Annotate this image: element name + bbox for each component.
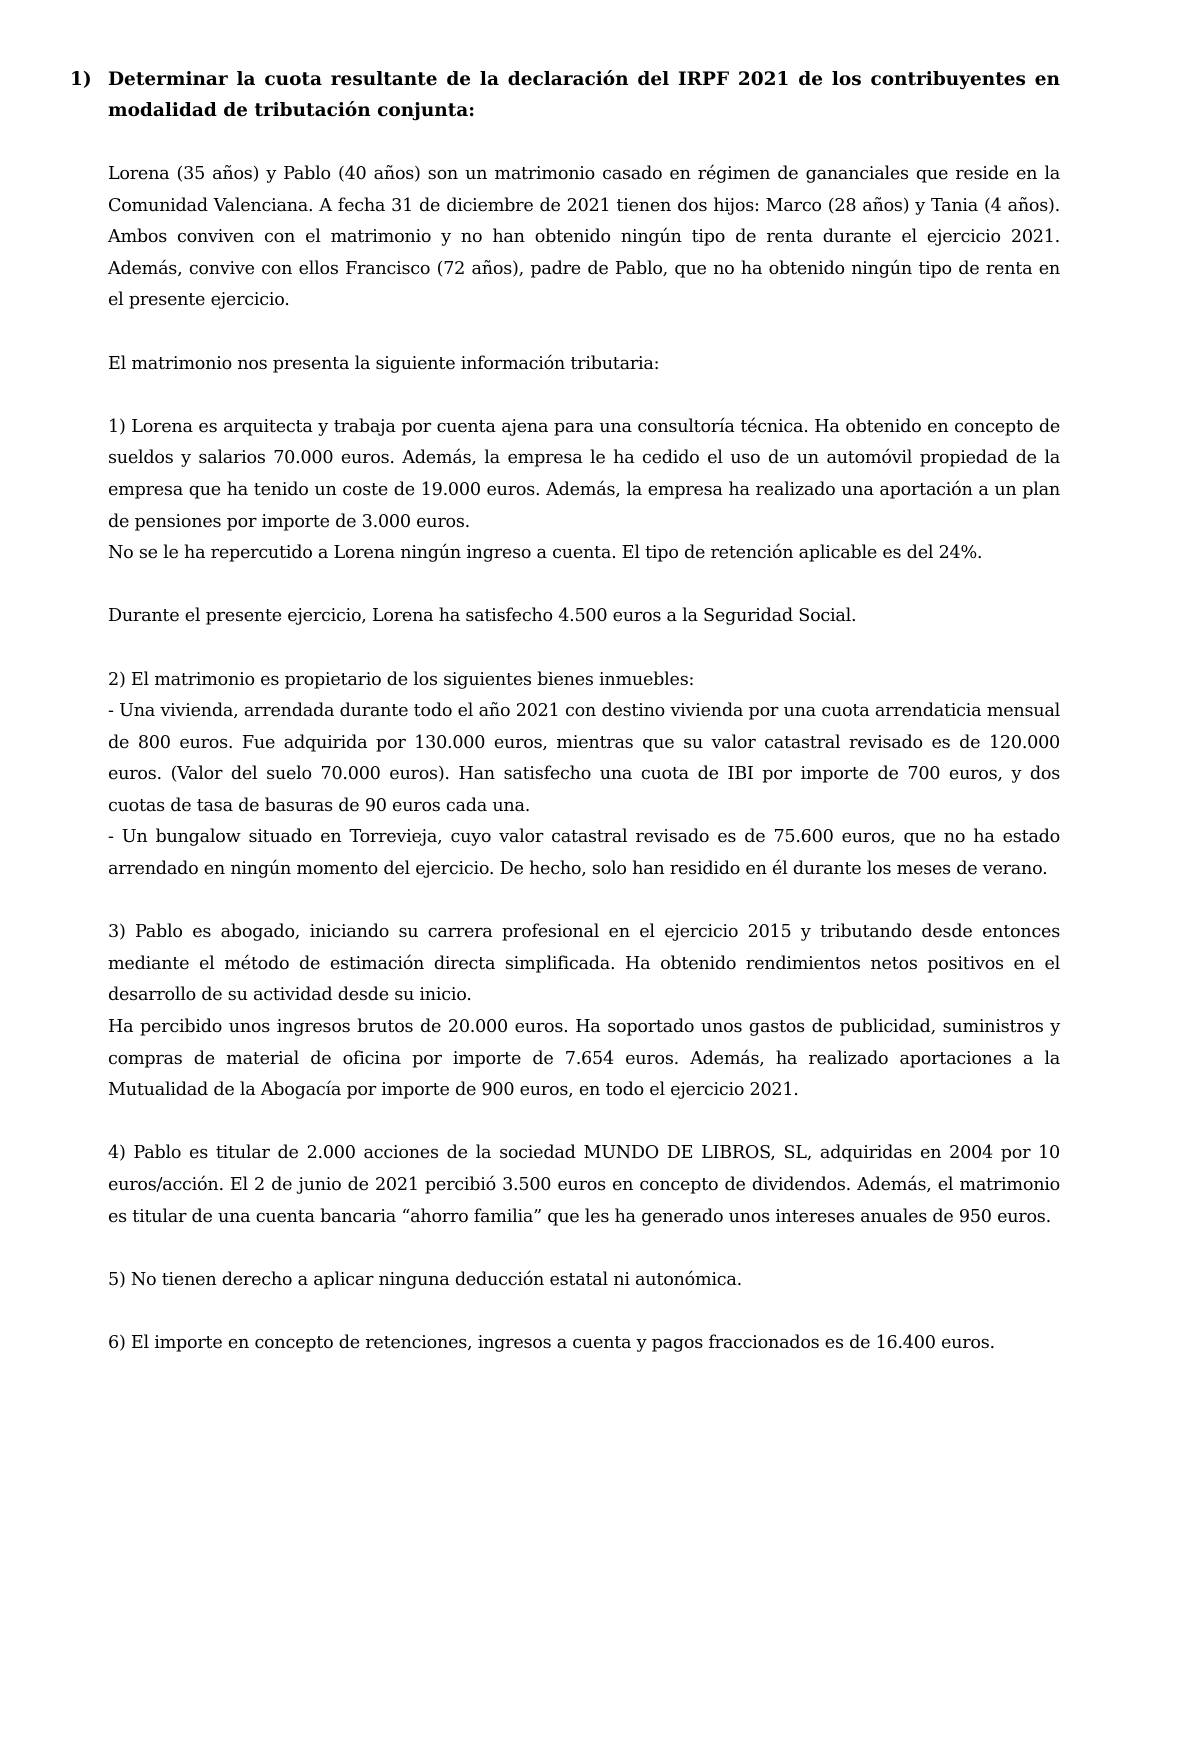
info-intro-paragraph: El matrimonio nos presenta la siguiente información tributaria: [108,353,660,374]
exercise-body [108,159,1060,1360]
item2-dwelling-paragraph: - Una vivienda, arrendada durante todo el año 2021 con destino vivienda por una cuota arrendaticia mensual de 800 euros. Fue adquirida por 130.000 euros, mientras que su valor catastral revisado es de 120.000 euros. (Valor del suelo 70.000 euros). Han satisfecho una cuota de IBI por importe de 700 euros, y dos cuotas de tasa de basuras de 90 euros cada una. [108,701,1060,816]
item1-social-security-paragraph: Durante el presente ejercicio, Lorena ha satisfecho 4.500 euros a la Seguridad Social. [108,606,857,627]
item2-bungalow-paragraph: - Un bungalow situado en Torrevieja, cuyo valor catastral revisado es de 75.600 euros, que no ha estado arrendado en ningún momento del ejercicio. De hecho, solo han residido en él durante los meses de verano. [108,827,1060,880]
exercise-number: 1) [70,69,92,90]
item4-paragraph: 4) Pablo es titular de 2.000 acciones de la sociedad MUNDO DE LIBROS, SL, adquiridas en 2004 por 10 euros/acción. El 2 de junio de 2021 percibió 3.500 euros en concepto de dividendos. Además, el matrimonio es titular de una cuenta bancaria “ahorro familia” que les ha generado unos intereses anuales de 950 euros. [108,1143,1060,1227]
item3-paragraph: 3) Pablo es abogado, iniciando su carrera profesional en el ejercicio 2015 y tributando desde entonces mediante el método de estimación directa simplificada. Ha obtenido rendimientos netos positivos en el desarrollo de su actividad desde su inicio. [108,922,1060,1006]
intro-paragraph: Lorena (35 años) y Pablo (40 años) son un matrimonio casado en régimen de gananciales que reside en la Comunidad Valenciana. A fecha 31 de diciembre de 2021 tienen dos hijos: Marco (28 años) y Tania (4 años). Ambos conviven con el matrimonio y no han obtenido ningún tipo de renta durante el ejercicio 2021. Además, convive con ellos Francisco (72 años), padre de Pablo, que no ha obtenido ningún tipo de renta en el presente ejercicio. [108,164,1060,311]
item3-income-paragraph: Ha percibido unos ingresos brutos de 20.000 euros. Ha soportado unos gastos de publicidad, suministros y compras de material de oficina por importe de 7.654 euros. Además, ha realizado aportaciones a la Mutualidad de la Abogacía por importe de 900 euros, en todo el ejercicio 2021. [108,1017,1060,1101]
item5-paragraph: 5) No tienen derecho a aplicar ninguna deducción estatal ni autonómica. [108,1269,742,1290]
item1-paragraph: 1) Lorena es arquitecta y trabaja por cuenta ajena para una consultoría técnica. Ha obtenido en concepto de sueldos y salarios 70.000 euros. Además, la empresa le ha cedido el uso de un automóvil propiedad de la empresa que ha tenido un coste de 19.000 euros. Además, la empresa ha realizado una aportación a un plan de pensiones por importe de 3.000 euros. [108,416,1060,532]
item1-retention-paragraph: No se le ha repercutido a Lorena ningún ingreso a cuenta. El tipo de retención aplicable es del 24%. [108,543,983,564]
exercise-heading [70,64,1060,126]
exercise-title: Determinar la cuota resultante de la declaración del IRPF 2021 de los contribuyentes en modalidad de tributación conjunta: [108,69,1060,121]
item2-paragraph: 2) El matrimonio es propietario de los siguientes bienes inmuebles: [108,669,695,690]
item6-paragraph: 6) El importe en concepto de retenciones, ingresos a cuenta y pagos fraccionados es de 16.400 euros. [108,1332,995,1353]
